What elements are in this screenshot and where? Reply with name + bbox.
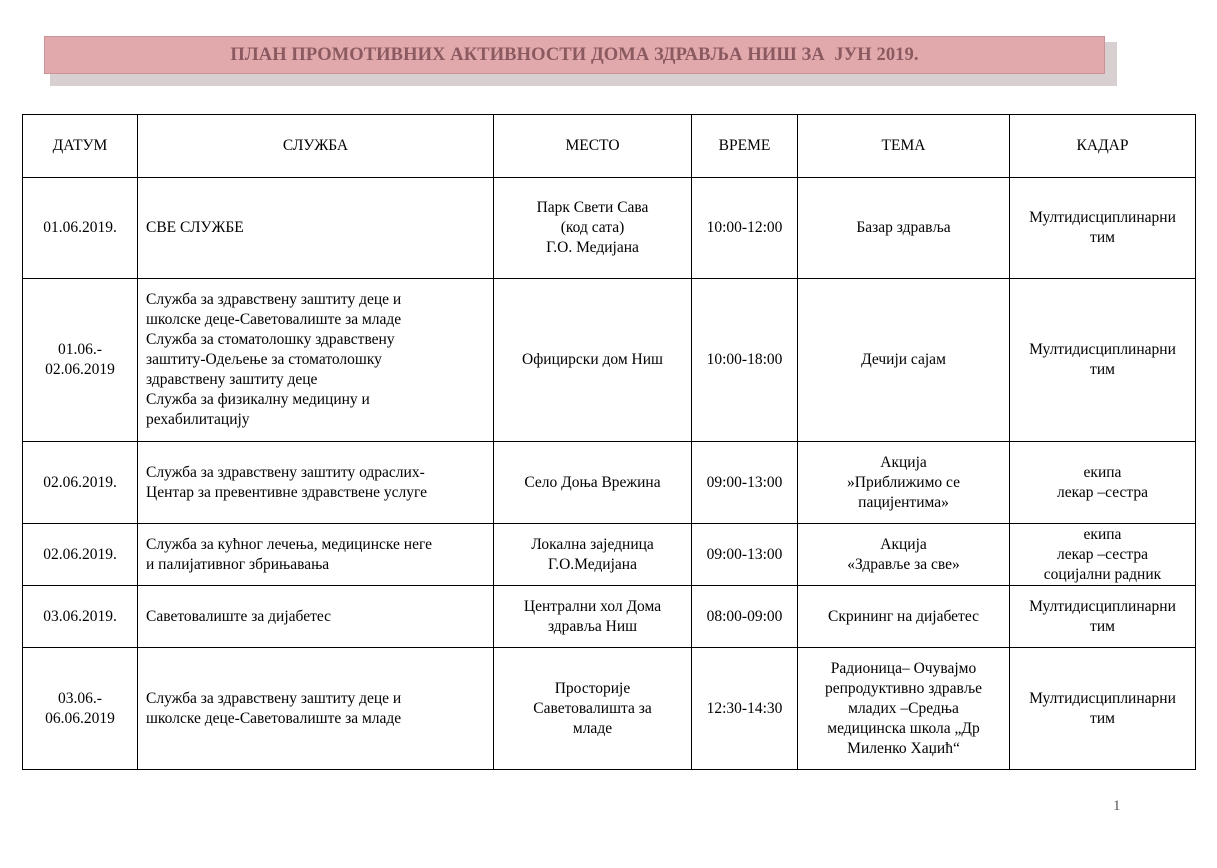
page-number: 1: [1113, 798, 1121, 814]
header-time: ВРЕМЕ: [692, 115, 798, 178]
date-cell-line: 06.06.2019: [45, 709, 115, 727]
topic-cell: [798, 178, 1010, 279]
table-row: [23, 524, 1196, 586]
topic-cell-line: медицинска школа „Др: [827, 719, 980, 737]
service-cell-line: СВЕ СЛУЖБЕ: [146, 219, 244, 236]
topic-cell-line: Базар здравља: [856, 219, 951, 236]
service-cell-line: Служба за здравствену заштиту деце и: [146, 689, 402, 707]
time-cell: [692, 648, 798, 770]
time-cell: [692, 178, 798, 279]
header-service: СЛУЖБА: [138, 115, 494, 178]
service-cell-line: Саветовалиште за дијабетес: [146, 607, 331, 625]
topic-cell: [798, 648, 1010, 770]
header-date: ДАТУМ: [23, 115, 138, 178]
place-cell: [494, 442, 692, 524]
place-cell-line: здравља Ниш: [547, 617, 638, 635]
date-cell-line: 03.06.-: [58, 689, 102, 707]
date-cell: [23, 524, 138, 586]
topic-cell-line: »Приближимо се: [847, 473, 960, 491]
place-cell-line: (код сата): [560, 219, 625, 236]
service-cell-line: рехабилитацију: [146, 411, 250, 428]
header-staff: КАДАР: [1010, 115, 1196, 178]
date-cell-line: 02.06.2019: [45, 361, 115, 378]
time-cell-line: 08:00-09:00: [706, 607, 783, 625]
time-cell: [692, 524, 798, 586]
date-cell: [23, 178, 138, 279]
topic-cell-line: Миленко Хаџић“: [847, 739, 960, 757]
staff-cell-line: Мултидисциплинарни: [1029, 689, 1176, 707]
service-cell-line: школске деце-Саветовалиште за младе: [146, 311, 402, 328]
table-row: [23, 178, 1196, 279]
header-topic: ТЕМА: [798, 115, 1010, 178]
time-cell-line: 10:00-12:00: [706, 219, 783, 236]
place-cell: [494, 648, 692, 770]
service-cell: [138, 586, 494, 648]
place-cell-line: Г.О.Медијана: [548, 555, 637, 573]
document-title: ПЛАН ПРОМОТИВНИХ АКТИВНОСТИ ДОМА ЗДРАВЉА НИШ ЗА ЈУН 2019.: [230, 44, 919, 65]
topic-cell: [798, 279, 1010, 442]
place-cell: [494, 524, 692, 586]
table-row: [23, 279, 1196, 442]
date-cell: [23, 586, 138, 648]
activities-table: [22, 114, 1196, 770]
header-row: [23, 115, 1196, 178]
staff-cell-line: Мултидисциплинарни: [1029, 597, 1176, 615]
title-banner: [44, 36, 1105, 74]
service-cell: [138, 279, 494, 442]
service-cell-line: здравствену заштиту деце: [146, 371, 318, 388]
service-cell-line: Центар за превентивне здравствене услуге: [146, 483, 428, 501]
service-cell-line: Служба за кућног лечења, медицинске неге: [146, 535, 433, 553]
date-cell: [23, 279, 138, 442]
place-cell-line: Просторије: [554, 679, 631, 697]
date-cell-line: 02.06.2019.: [43, 545, 117, 563]
staff-cell: [1010, 648, 1196, 770]
service-cell-line: и палијативног збрињавања: [146, 555, 330, 573]
time-cell: [692, 586, 798, 648]
service-cell-line: заштиту-Одељење за стоматолошку: [146, 351, 382, 368]
place-cell-line: Локална заједница: [531, 535, 654, 553]
topic-cell: [798, 524, 1010, 586]
place-cell: [494, 586, 692, 648]
staff-cell: [1010, 279, 1196, 442]
service-cell-line: Служба за стоматолошку здравствену: [146, 331, 395, 348]
place-cell-line: Официрски дом Ниш: [522, 351, 663, 368]
topic-cell-line: Скрининг на дијабетес: [828, 607, 979, 625]
place-cell-line: Централни хол Дома: [523, 597, 662, 615]
place-cell: [494, 178, 692, 279]
staff-cell: [1010, 442, 1196, 524]
staff-cell-line: Мултидисциплинарни: [1029, 341, 1176, 358]
staff-cell-line: Мултидисциплинарни: [1029, 209, 1176, 226]
topic-cell-line: пацијентима»: [858, 493, 949, 511]
place-cell-line: младе: [572, 719, 613, 737]
table-row: [23, 648, 1196, 770]
service-cell-line: Служба за здравствену заштиту деце и: [146, 291, 402, 308]
date-cell: [23, 648, 138, 770]
topic-cell-line: Акција: [880, 453, 927, 471]
staff-cell-line: лекар –сестра: [1057, 545, 1148, 563]
topic-cell-line: Дечији сајам: [861, 351, 946, 368]
service-cell: [138, 524, 494, 586]
service-cell: [138, 648, 494, 770]
staff-cell: [1010, 586, 1196, 648]
staff-cell-line: тим: [1090, 361, 1115, 378]
date-cell-line: 02.06.2019.: [43, 473, 117, 491]
topic-cell: [798, 442, 1010, 524]
table-row: [23, 586, 1196, 648]
date-cell: [23, 442, 138, 524]
place-cell-line: Село Доња Врежина: [524, 473, 661, 491]
staff-cell-line: екипа: [1083, 463, 1122, 481]
service-cell-line: школске деце-Саветовалиште за младе: [146, 709, 402, 727]
staff-cell-line: тим: [1090, 229, 1115, 246]
staff-cell-line: социјални радник: [1043, 565, 1162, 583]
staff-cell-line: лекар –сестра: [1057, 483, 1148, 501]
date-cell-line: 01.06.2019.: [43, 219, 117, 236]
service-cell-line: Служба за здравствену заштиту одраслих-: [146, 463, 425, 481]
place-cell-line: Г.О. Медијана: [546, 239, 639, 256]
time-cell-line: 09:00-13:00: [706, 473, 783, 491]
place-cell: [494, 279, 692, 442]
staff-cell: [1010, 524, 1196, 586]
topic-cell-line: младих –Средња: [848, 699, 959, 717]
header-place: МЕСТО: [494, 115, 692, 178]
time-cell: [692, 442, 798, 524]
staff-cell-line: тим: [1090, 617, 1115, 635]
staff-cell-line: екипа: [1083, 525, 1122, 543]
topic-cell-line: «Здравље за све»: [847, 555, 960, 573]
date-cell-line: 01.06.-: [58, 341, 102, 358]
staff-cell-line: тим: [1090, 709, 1115, 727]
service-cell-line: Служба за физикалну медицину и: [146, 391, 370, 408]
service-cell: [138, 442, 494, 524]
topic-cell-line: репродуктивно здравље: [824, 679, 983, 697]
time-cell: [692, 279, 798, 442]
time-cell-line: 09:00-13:00: [706, 545, 783, 563]
table-row: [23, 442, 1196, 524]
place-cell-line: Парк Свети Сава: [536, 199, 649, 216]
topic-cell-line: Радионица– Очувајмо: [830, 659, 977, 677]
topic-cell-line: Акција: [880, 535, 927, 553]
topic-cell: [798, 586, 1010, 648]
staff-cell: [1010, 178, 1196, 279]
service-cell: [138, 178, 494, 279]
place-cell-line: Саветовалишта за: [533, 699, 652, 717]
date-cell-line: 03.06.2019.: [43, 607, 117, 625]
time-cell-line: 10:00-18:00: [706, 351, 783, 368]
time-cell-line: 12:30-14:30: [706, 699, 783, 717]
